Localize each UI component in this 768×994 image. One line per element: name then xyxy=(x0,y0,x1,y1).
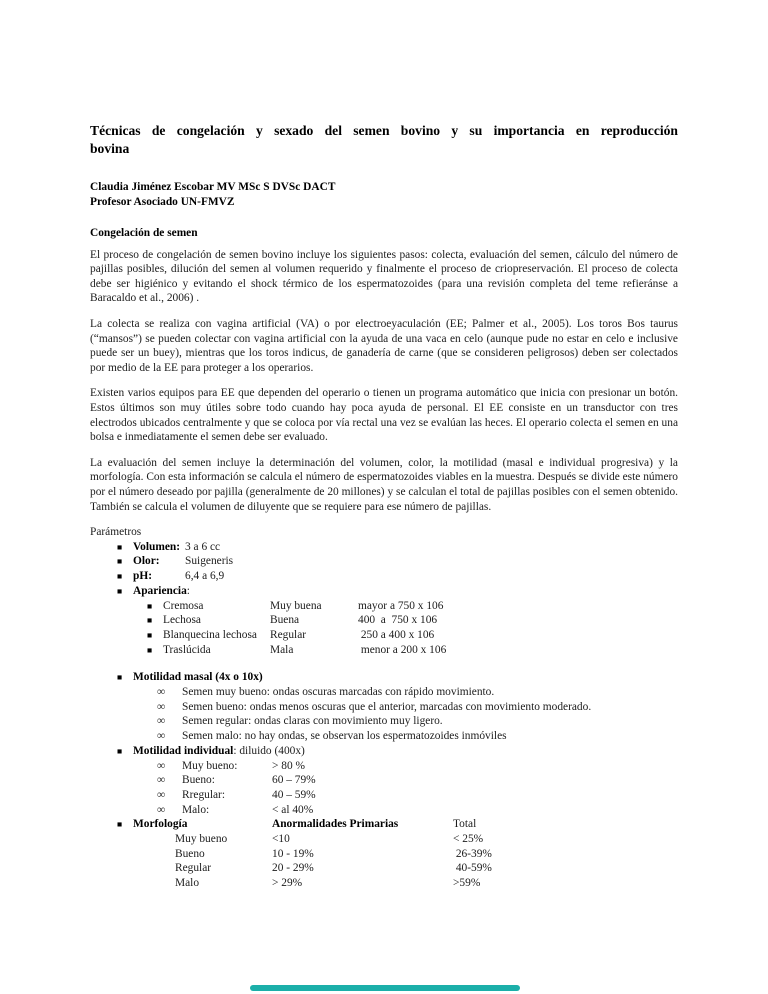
morfologia-total: >59% xyxy=(453,877,481,890)
grade-label: Muy bueno: xyxy=(182,759,238,772)
param-label: pH: xyxy=(133,570,152,583)
param-row-motilidad-individual xyxy=(117,744,678,759)
square-bullet-icon: ■ xyxy=(117,745,123,756)
motilidad-masal-text: Semen regular: ondas claras con movimiento muy ligero. xyxy=(182,715,443,728)
param-value: 6,4 a 6,9 xyxy=(185,570,225,583)
morfologia-row xyxy=(175,876,678,891)
morfologia-grade: Muy bueno xyxy=(175,833,228,846)
square-bullet-icon: ■ xyxy=(117,819,123,830)
grade-value: 60 – 79% xyxy=(272,774,316,787)
square-bullet-icon: ■ xyxy=(147,600,153,611)
param-row-ph xyxy=(117,569,678,584)
section-heading: Congelación de semen xyxy=(90,227,198,239)
param-row-olor xyxy=(117,554,678,569)
grade-value: < al 40% xyxy=(272,803,314,816)
square-bullet-icon: ■ xyxy=(147,615,153,626)
apariencia-concentracion: mayor a 750 x 106 xyxy=(358,599,444,612)
param-row-apariencia xyxy=(117,584,678,599)
motilidad-masal-item xyxy=(157,729,678,744)
motilidad-individual-row xyxy=(157,773,678,788)
morfologia-row xyxy=(175,861,678,876)
title-line-2: bovina xyxy=(90,140,130,156)
square-bullet-icon: ■ xyxy=(117,672,123,683)
motilidad-masal-text: Semen bueno: ondas menos oscuras que el anterior, marcadas con movimiento moderado. xyxy=(182,700,592,713)
infinity-bullet-icon: ∞ xyxy=(157,788,166,801)
square-bullet-icon: ■ xyxy=(117,571,123,582)
param-row-morfologia xyxy=(117,817,678,832)
morfologia-col2-header: Anormalidades Primarias xyxy=(272,818,399,831)
apariencia-tipo: Cremosa xyxy=(163,599,204,612)
infinity-bullet-icon: ∞ xyxy=(157,730,166,743)
param-label: Olor: xyxy=(133,555,160,568)
grade-label: Bueno: xyxy=(182,774,215,787)
motilidad-masal-text: Semen muy bueno: ondas oscuras marcadas con rápido movimiento. xyxy=(182,686,495,699)
apariencia-calidad: Buena xyxy=(270,614,300,627)
motilidad-individual-suffix: : diluido (400x) xyxy=(233,744,305,757)
morfologia-label: Morfología xyxy=(133,818,188,831)
grade-value: 40 – 59% xyxy=(272,788,316,801)
motilidad-individual-row xyxy=(157,759,678,774)
param-row-volumen xyxy=(117,540,678,555)
square-bullet-icon: ■ xyxy=(147,644,153,655)
apariencia-row xyxy=(147,613,678,628)
title-line-1: Técnicas de congelación y sexado del semen bovino y su importancia en reproducción xyxy=(90,123,678,138)
motilidad-masal-text: Semen malo: no hay ondas, se observan los espermatozoides inmóviles xyxy=(182,730,507,743)
paragraph-2: La colecta se realiza con vagina artificial (VA) o por electroeyaculación (EE; Palmer et al., 2005). Los toros Bos taurus (“mansos”) se pueden colectar con vagina artificial con la ayuda de una vaca en celo (aunque pude no estar en celo e inclusive puede ser un buey), mientras que los toros indicus, de ganadería de carne (que se consideren peligrosos) deben ser colectados por medio de la EE para proteger a los operarios. xyxy=(90,317,678,374)
apariencia-concentracion: 400 a 750 x 106 xyxy=(358,614,438,627)
morfologia-primarias: > 29% xyxy=(272,877,303,890)
apariencia-row xyxy=(147,599,678,614)
apariencia-calidad: Mala xyxy=(270,643,294,656)
morfologia-total: < 25% xyxy=(453,833,484,846)
apariencia-row xyxy=(147,628,678,643)
apariencia-tipo: Lechosa xyxy=(163,614,201,627)
infinity-bullet-icon: ∞ xyxy=(157,759,166,772)
paragraph-4: La evaluación del semen incluye la determinación del volumen, color, la motilidad (masal e individual progresiva) y la morfología. Con esta información se calcula el número de espermatozoides viables en la muestra. Después se divide este número por el número deseado por pajilla (generalmente de 20 millones) y se calculan el total de pajillas posibles con el semen obtenido. También se calcula el volumen de diluyente que se requiere para ese número de pajillas. xyxy=(90,456,678,513)
morfologia-total: 26-39% xyxy=(453,847,492,860)
morfologia-primarias: <10 xyxy=(272,833,290,846)
square-bullet-icon: ■ xyxy=(117,585,123,596)
morfologia-total: 40-59% xyxy=(453,862,492,875)
infinity-bullet-icon: ∞ xyxy=(157,686,166,699)
apariencia-row xyxy=(147,643,678,658)
apariencia-colon: : xyxy=(186,584,190,597)
author-affiliation: Profesor Asociado UN-FMVZ xyxy=(90,195,235,208)
morfologia-row xyxy=(175,832,678,847)
page-title xyxy=(90,122,678,157)
morfologia-grade: Bueno xyxy=(175,847,205,860)
param-row-motilidad-masal xyxy=(117,670,678,685)
motilidad-individual-label: Motilidad individual xyxy=(133,744,234,757)
author-block xyxy=(90,180,678,209)
apariencia-label: Apariencia xyxy=(133,584,187,597)
grade-label: Malo: xyxy=(182,803,210,816)
author-name: Claudia Jiménez Escobar MV MSc S DVSc DACT xyxy=(90,181,336,194)
square-bullet-icon: ■ xyxy=(147,629,153,640)
morfologia-row xyxy=(175,847,678,862)
square-bullet-icon: ■ xyxy=(117,541,123,552)
morfologia-primarias: 10 - 19% xyxy=(272,847,314,860)
parameters-list xyxy=(90,540,678,891)
grade-value: > 80 % xyxy=(272,759,305,772)
morfologia-grade: Regular xyxy=(175,862,212,875)
paragraph-3: Existen varios equipos para EE que dependen del operario o tienen un programa automático que inicia con presionar un botón. Estos últimos son muy útiles sobre todo cuando hay poca ayuda de personal. El EE consiste en un transductor con tres electrodos ubicados centralmente y que se coloca por vía rectal una vez se evalúan las heces. El operario colecta el semen en una bolsa e inmediatamente el semen debe ser evaluado. xyxy=(90,387,678,444)
infinity-bullet-icon: ∞ xyxy=(157,803,166,816)
apariencia-tipo: Blanquecina lechosa xyxy=(163,628,257,641)
motilidad-masal-item xyxy=(157,714,678,729)
paragraph-1: El proceso de congelación de semen bovino incluye los siguientes pasos: colecta, evaluación del semen, cálculo del número de pajillas posibles, dilución del semen al volumen requerido y finalmente el proceso de criopreservación. El proceso de colecta debe ser higiénico y evitando el shock térmico de los espermatozoides (para una revisión completa del teme refieránse a Baracaldo et al., 2006) . xyxy=(90,248,678,305)
horizontal-scrollbar-thumb[interactable] xyxy=(250,985,520,991)
motilidad-masal-item xyxy=(157,700,678,715)
apariencia-calidad: Regular xyxy=(270,628,307,641)
param-value: 3 a 6 cc xyxy=(185,540,221,553)
apariencia-concentracion: menor a 200 x 106 xyxy=(358,643,447,656)
apariencia-concentracion: 250 a 400 x 106 xyxy=(358,628,435,641)
morfologia-col3-header: Total xyxy=(453,818,477,831)
infinity-bullet-icon: ∞ xyxy=(157,700,166,713)
parameters-label: Parámetros xyxy=(90,526,142,539)
motilidad-masal-label: Motilidad masal (4x o 10x) xyxy=(133,671,263,684)
grade-label: Rregular: xyxy=(182,788,226,801)
apariencia-calidad: Muy buena xyxy=(270,599,322,612)
morfologia-grade: Malo xyxy=(175,877,200,890)
apariencia-tipo: Traslúcida xyxy=(163,643,211,656)
param-value: Suigeneris xyxy=(185,555,234,568)
morfologia-primarias: 20 - 29% xyxy=(272,862,314,875)
infinity-bullet-icon: ∞ xyxy=(157,774,166,787)
motilidad-individual-row xyxy=(157,803,678,818)
param-label: Volumen: xyxy=(133,540,181,553)
infinity-bullet-icon: ∞ xyxy=(157,715,166,728)
motilidad-masal-item xyxy=(157,685,678,700)
square-bullet-icon: ■ xyxy=(117,556,123,567)
motilidad-individual-row xyxy=(157,788,678,803)
